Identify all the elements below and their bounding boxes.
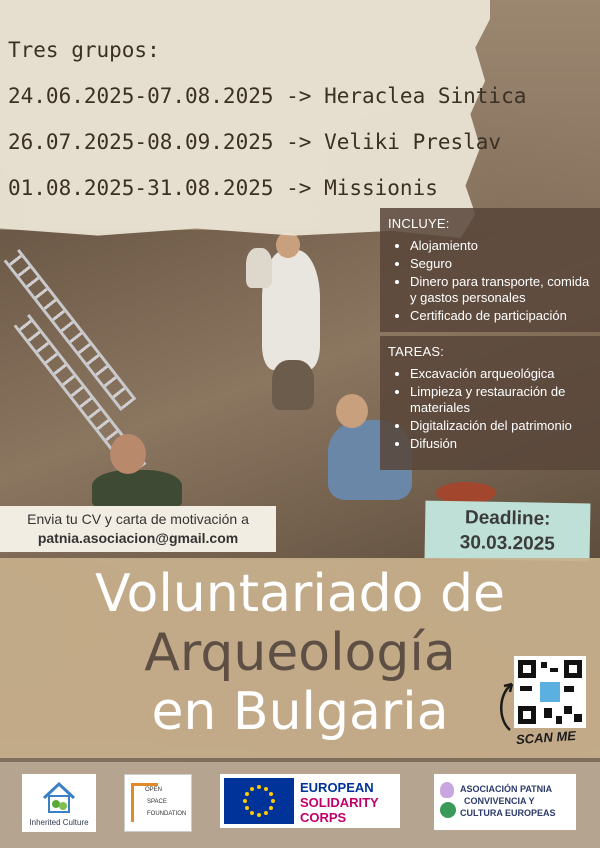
title-line-3: en Bulgaria (151, 682, 449, 742)
poster-title (60, 565, 540, 742)
globe-icon (440, 802, 456, 818)
person-seated-left-head (110, 434, 146, 474)
person-seated-left (92, 470, 182, 510)
esc-line-1: EUROPEAN (300, 780, 374, 795)
contact-email-link[interactable]: patnia.asociacion@gmail.com (37, 530, 239, 546)
deadline-label: Deadline: (464, 507, 551, 530)
patnia-line-2: CONVIVENCIA Y (464, 796, 535, 806)
schedule-group-2: 26.07.2025-08.09.2025 -> Veliki Preslav (8, 130, 502, 154)
person-seated-right-head (336, 394, 368, 428)
includes-item: • Certificado de participación (410, 308, 592, 324)
schedule-group-3: 01.08.2025-31.08.2025 -> Missionis (8, 176, 438, 200)
esc-line-2: SOLIDARITY (300, 795, 379, 810)
house-icon (22, 776, 96, 816)
cv-contact-box (0, 506, 276, 552)
open-space-foundation-logo (124, 774, 192, 832)
open-space-line-1: OPEN (145, 787, 163, 793)
person-background (246, 248, 272, 288)
schedule-heading: Tres grupos: (8, 38, 160, 62)
deadline-date: 30.03.2025 (459, 532, 556, 555)
qr-code[interactable] (514, 656, 586, 728)
tasks-item: • Excavación arqueológica (410, 366, 592, 382)
includes-item: • Dinero para transporte, comida y gastos personales (410, 274, 592, 306)
inherited-culture-label: Inherited Culture (29, 818, 89, 827)
tasks-list (388, 366, 592, 452)
scan-me-caption: SCAN ME (515, 727, 577, 748)
schedule-block (8, 38, 527, 224)
tasks-item: • Limpieza y restauración de materiales (410, 384, 592, 416)
cv-instruction: Envia tu CV y carta de motivación a (27, 511, 249, 527)
asociacion-patnia-logo (434, 774, 576, 830)
inherited-culture-logo (22, 774, 96, 832)
deadline-badge (425, 501, 591, 562)
tasks-item: • Difusión (410, 436, 592, 452)
person-standing-legs (272, 360, 314, 410)
open-space-line-3: FOUNDATION (147, 811, 187, 817)
title-line-1: Voluntariado de (94, 564, 505, 624)
tasks-item: • Digitalización del patrimonio (410, 418, 592, 434)
tasks-box (380, 336, 600, 470)
tasks-heading: TAREAS: (388, 344, 445, 359)
schedule-group-1: 24.06.2025-07.08.2025 -> Heraclea Sintica (8, 84, 527, 108)
includes-box (380, 208, 600, 332)
includes-heading: INCLUYE: (388, 216, 450, 231)
patnia-line-3: CULTURA EUROPEAS (460, 808, 556, 818)
includes-item: • Seguro (410, 256, 592, 272)
eu-stars-icon (224, 778, 294, 824)
eu-flag-icon (224, 778, 294, 824)
patnia-line-1: ASOCIACIÓN PATNIA (460, 784, 553, 794)
includes-item: • Alojamiento (410, 238, 592, 254)
person-head (276, 232, 300, 258)
european-solidarity-corps-logo (220, 774, 400, 828)
esc-line-3: CORPS (300, 810, 347, 825)
open-space-line-2: SPACE (147, 799, 167, 805)
butterfly-icon (440, 782, 454, 798)
curved-arrow-icon (496, 680, 516, 732)
title-line-2: Arqueología (144, 623, 456, 683)
includes-list (388, 238, 592, 324)
